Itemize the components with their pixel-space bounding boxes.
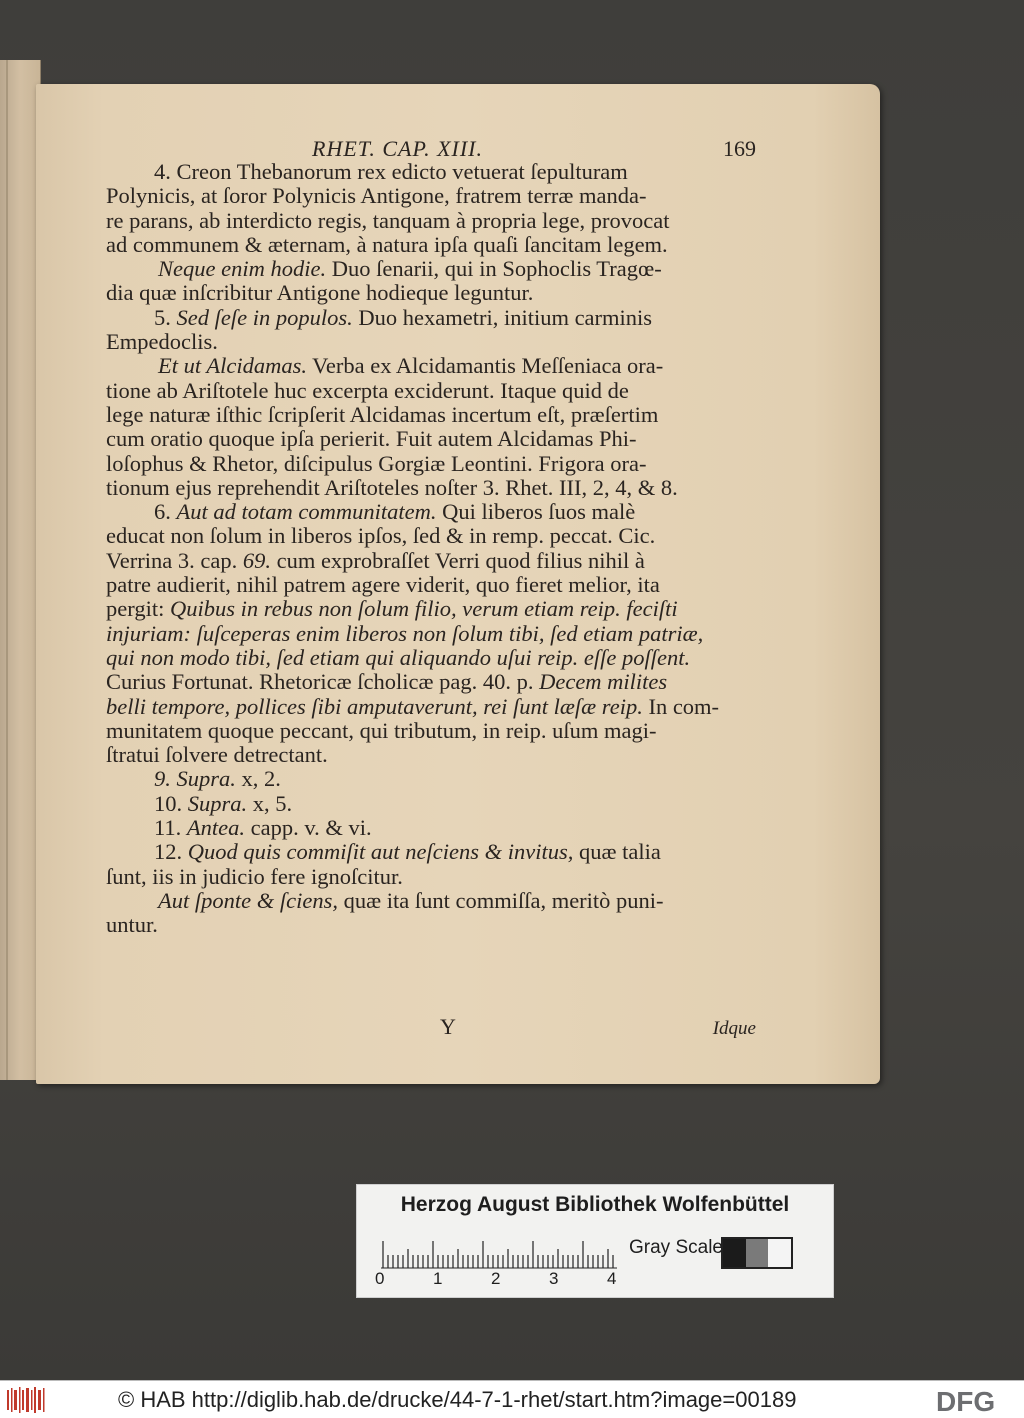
text-line [106,670,756,694]
text-run: pergit: [106,596,170,622]
text-run: capp. v. & vi. [245,815,372,841]
text-run: Verrina 3. cap. [106,547,243,573]
text-run: quæ talia [573,839,661,865]
ruler-number: 2 [491,1269,501,1288]
text-line [106,160,756,184]
text-line [106,767,756,791]
text-line [106,792,756,816]
text-line [106,379,756,403]
italic-text-run: belli tempore, pollices ſibi amputaverunt, rei ſunt læſæ reip. [106,693,643,719]
text-run: ſtratui ſolvere detrectant. [106,742,328,768]
text-run: lege naturæ iſthic ſcripſerit Alcidamas incertum eſt, præſertim [106,401,659,427]
italic-text-run: injuriam: ſuſceperas enim liberos non ſolum tibi, ſed etiam patriæ, [106,620,704,646]
text-run: cum exprobraſſet Verri quod filius nihil à [270,547,645,573]
text-line [106,330,756,354]
italic-text-run: Neque enim hodie. [158,256,327,282]
page-body-text [106,160,756,938]
text-run: ſunt, iis in judicio fere ignoſcitur. [106,863,403,889]
gray-patch [768,1239,791,1267]
text-line [106,719,756,743]
text-line [106,646,756,670]
gray-patch [723,1239,746,1267]
text-line [106,500,756,524]
text-line [106,549,756,573]
text-run: x, 2. [235,766,281,792]
text-line [106,865,756,889]
catchword: Idque [712,1018,756,1039]
italic-text-run: Supra. [176,766,236,792]
text-line [106,403,756,427]
text-run: Qui liberos ſuos malè [436,499,636,525]
page-footer [106,1014,756,1044]
text-line [106,427,756,451]
barcode-icon [6,1387,46,1413]
text-run: 6. [154,499,177,525]
library-color-card [356,1184,834,1298]
signature-mark: Y [440,1014,456,1039]
dfg-logo-icon [934,1385,1016,1415]
library-name: Herzog August Bibliothek Wolfenbüttel [400,1193,790,1216]
viewer-footer-bar [0,1380,1024,1418]
text-line [106,257,756,281]
text-run: untur. [106,912,158,938]
ruler-number: 3 [549,1269,559,1288]
gray-scale-patches [721,1237,793,1269]
text-run: 12. [154,839,188,865]
italic-text-run: qui non modo tibi, ſed etiam qui aliquando uſui reip. eſſe poſſent. [106,644,691,670]
text-run: 5. [154,304,177,330]
text-line [106,913,756,937]
text-run: Duo hexametri, initium carminis [352,304,653,330]
text-line [106,816,756,840]
text-line [106,184,756,208]
gray-patch [746,1239,769,1267]
text-line [106,695,756,719]
ruler-number: 4 [607,1269,617,1288]
italic-text-run: Sed ſeſe in populos. [176,304,353,330]
text-run: Empedoclis. [106,329,218,355]
text-run: tionum ejus reprehendit Ariſtoteles noſter 3. Rhet. III, 2, 4, & 8. [106,474,678,500]
text-run: x, 5. [247,790,293,816]
text-line [106,354,756,378]
page-number: 169 [723,136,756,161]
text-line [106,233,756,257]
italic-text-run: Aut ſponte & ſciens, [158,887,338,913]
text-run: educat non ſolum in liberos ipſos, ſed & in remp. peccat. Cic. [106,523,656,549]
text-run: re parans, ab interdicto regis, tanquam à propria lege, provocat [106,207,670,233]
text-line [106,452,756,476]
text-line [106,209,756,233]
text-line [106,476,756,500]
text-line [106,597,756,621]
text-line [106,281,756,305]
text-run: munitatem quoque peccant, qui tributum, in reip. uſum magi- [106,717,657,743]
text-run: ad communem & æternam, à natura ipſa quaſi ſancitam legem. [106,231,668,257]
text-run: Curius Fortunat. Rhetoricæ ſcholicæ pag. 40. p. [106,669,540,695]
left-page-edges [0,60,41,1080]
text-line [106,840,756,864]
italic-text-run: Antea. [186,815,246,841]
ruler-scale [381,1239,617,1269]
text-run: patre audierit, nihil patrem agere viderit, quo fieret melior, ita [106,572,660,598]
text-run: quæ ita ſunt commiſſa, meritò puni- [337,887,664,913]
ruler-numbers [375,1269,615,1291]
italic-text-run: Decem milites [539,669,668,695]
text-line [106,524,756,548]
ruler-number: 0 [375,1269,385,1288]
text-run: In com- [642,693,720,719]
text-line [106,622,756,646]
text-run: Duo ſenarii, qui in Sophoclis Tragœ- [326,256,662,282]
text-line [106,889,756,913]
text-run: 11. [154,815,187,841]
dfg-logo-text: DFG [936,1386,996,1415]
copyright-url[interactable]: © HAB http://diglib.hab.de/drucke/44-7-1-rhet/start.htm?image=00189 [118,1387,797,1412]
text-run: dia quæ inſcribitur Antigone hodieque leguntur. [106,280,534,306]
italic-text-run: Et ut Alcidamas. [158,353,307,379]
text-line [106,573,756,597]
text-run: 4. Creon Thebanorum rex edicto vetuerat ſepulturam [154,159,628,184]
italic-text-run: Supra. [187,790,248,816]
text-run: 10. [154,790,188,816]
text-run: tione ab Ariſtotele huc excerpta exciderunt. Itaque quid de [106,377,629,403]
italic-text-run: Quibus in rebus non ſolum filio, verum etiam reip. feciſti [169,596,678,622]
italic-text-run: 9. [154,766,177,792]
text-run: loſophus & Rhetor, diſcipulus Gorgiæ Leontini. Frigora ora- [106,450,647,476]
text-run: Verba ex Alcidamantis Meſſeniaca ora- [306,353,664,379]
italic-text-run: Quod quis commiſit aut neſciens & invitus, [187,839,574,865]
running-head: RHET. CAP. XIII. [312,136,483,161]
ruler-number: 1 [433,1269,443,1288]
text-run: cum oratio quoque ipſa perierit. Fuit autem Alcidamas Phi- [106,426,637,452]
text-line [106,743,756,767]
text-run: Polynicis, at ſoror Polynicis Antigone, fratrem terræ manda- [106,183,647,209]
italic-text-run: 69. [242,547,271,573]
text-line [106,306,756,330]
gray-scale-label: Gray Scale [629,1237,723,1258]
italic-text-run: Aut ad totam communitatem. [176,499,437,525]
